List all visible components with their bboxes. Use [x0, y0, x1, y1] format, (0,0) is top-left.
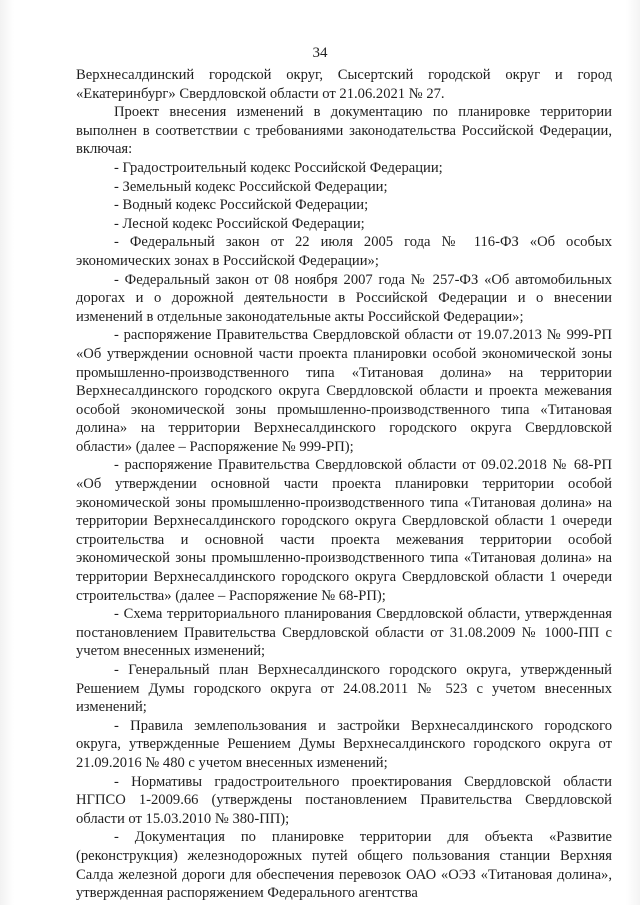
document-body	[76, 66, 612, 903]
list-item-gradostroitelny-kodeks: - Градостроительный кодекс Российской Федерации;	[114, 159, 443, 176]
list-item-zemelny-kodeks: - Земельный кодекс Российской Федерации;	[114, 178, 388, 195]
list-item-genplan: - Генеральный план Верхнесалдинского городского округа, утвержденный Решением Думы городского округа от 24.08.2011 № 523 с учетом внесенных изменений;	[76, 662, 612, 716]
page-number: 34	[312, 45, 328, 61]
paragraph-intro: Проект внесения изменений в документацию по планировке территории выполнен в соответствии с требованиями законодательства Российской Федерации, включая:	[76, 104, 612, 158]
list-item-dpt-railway: - Документация по планировке территории для объекта «Развитие (реконструкция) железнодорожных путей общего пользования станции Верхняя Салда железной дороги для обеспечения перевозок ОАО «ОЭЗ «Титановая долина», утвержденная распоряжением Федерального агентства	[76, 829, 612, 902]
list-item-vodny-kodeks: - Водный кодекс Российской Федерации;	[114, 197, 369, 214]
list-item-ngpso: - Нормативы градостроительного проектирования Свердловской области НГПСО 1-2009.66 (утверждены постановлением Правительства Свердловской области от 15.03.2010 № 380-ПП);	[76, 773, 612, 827]
list-item-fz-116: - Федеральный закон от 22 июля 2005 года № 116-ФЗ «Об особых экономических зонах в Российской Федерации»;	[76, 234, 612, 269]
list-item-pzz: - Правила землепользования и застройки Верхнесалдинского городского округа, утвержденные Решением Думы Верхнесалдинского городского округа от 21.09.2016 № 480 с учетом внесенных изменений;	[76, 717, 612, 771]
list-item-fz-257: - Федеральный закон от 08 ноября 2007 года № 257-ФЗ «Об автомобильных дорогах и о дорожной деятельности в Российской Федерации и о внесении изменений в отдельные законодательные акты Российской Федерации»;	[76, 271, 612, 325]
list-item-rp-999: - распоряжение Правительства Свердловской области от 19.07.2013 № 999-РП «Об утверждении основной части проекта планировки особой экономической зоны промышленно-производственного типа «Титановая долина» на территории Верхнесалдинского городского округа Свердловской области и проекта межевания особой экономической зоны промышленно-производственного типа «Титановая долина» на территории Верхнесалдинского городского округа Свердловской области» (далее – Распоряжение № 999-РП);	[76, 327, 612, 455]
list-item-rp-68: - распоряжение Правительства Свердловской области от 09.02.2018 № 68-РП «Об утверждении основной части проекта планировки территории особой экономической зоны промышленно-производственного типа «Титановая долина» на территории Верхнесалдинского городского округа Свердловской области 1 очереди строительства и основной части проекта межевания территории особой экономической зоны промышленно-производственного типа «Титановая долина» на территории Верхнесалдинского городского округа Свердловской области 1 очереди строительства» (далее – Распоряжение № 68-РП);	[76, 457, 612, 604]
paragraph-continuation: Верхнесалдинский городской округ, Сысертский городской округ и город «Екатеринбург» Свердловской области от 21.06.2021 № 27.	[76, 67, 612, 102]
list-item-skhema-tp: - Схема территориального планирования Свердловской области, утвержденная постановлением Правительства Свердловской области от 31.08.2009 № 1000-ПП с учетом внесенных изменений;	[76, 606, 612, 660]
list-item-lesnoy-kodeks: - Лесной кодекс Российской Федерации;	[114, 215, 365, 232]
